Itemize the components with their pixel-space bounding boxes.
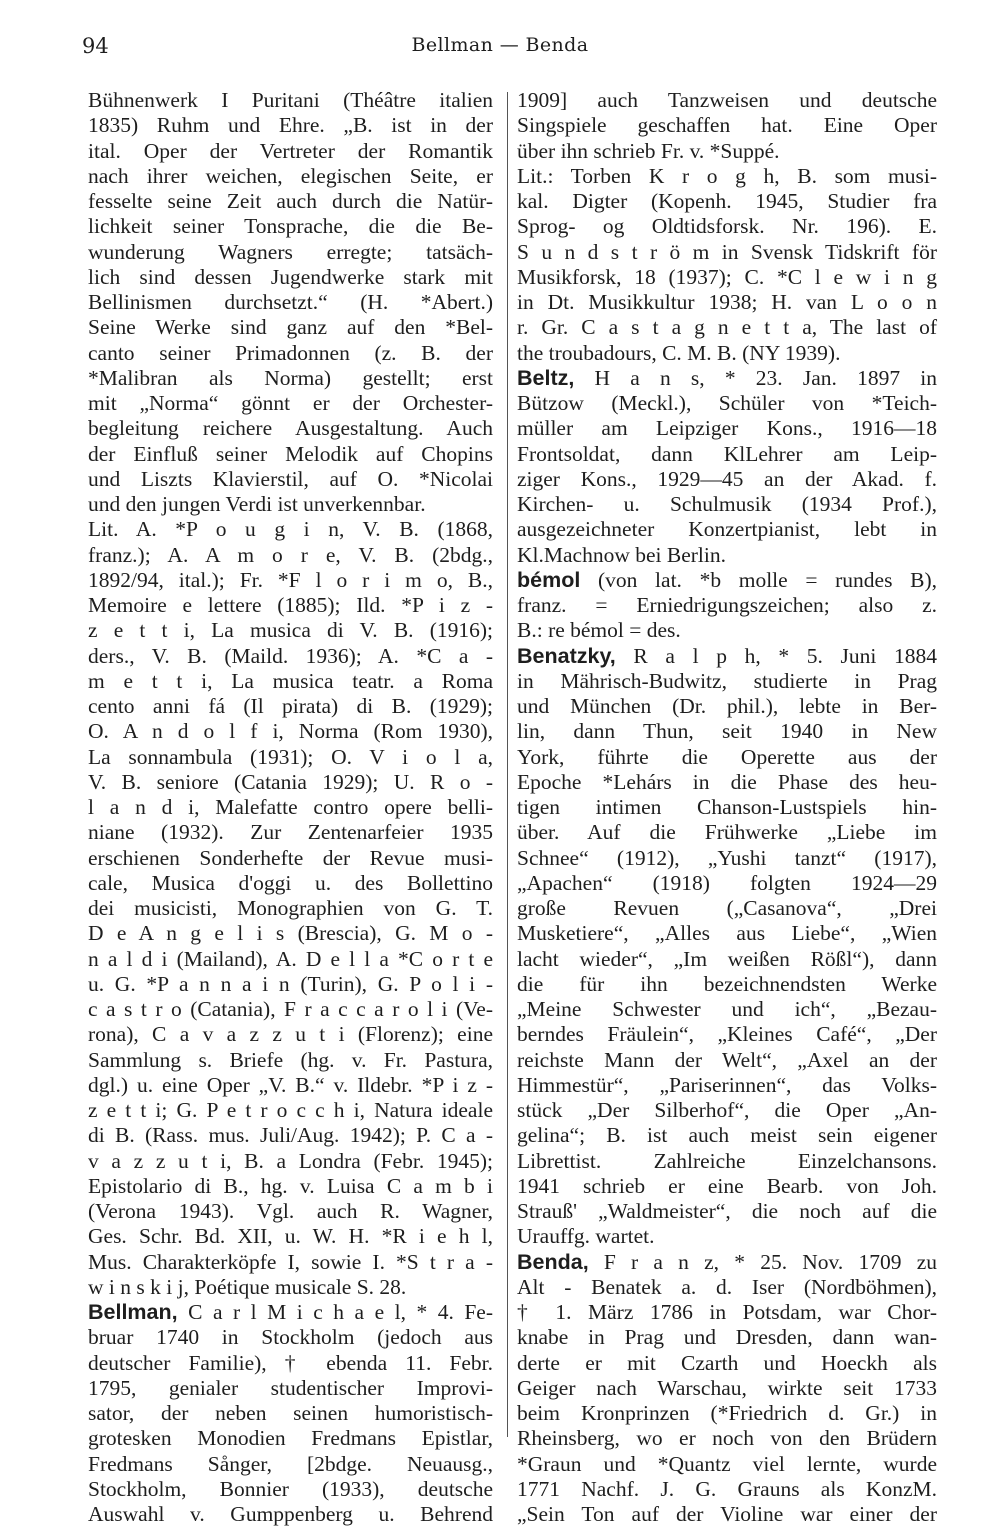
text-line: V. B. seniore (Catania 1929); U. R o - [88,769,493,794]
text-line: in Dt. Musikkultur 1938; H. van L o o n [517,290,937,314]
text-line: und München (Dr. phil.), lebte in Ber- [517,694,937,718]
text-line: grotesken Monodien Fredmans Epistlar, [88,1426,493,1451]
text-line: große Revuen („Casanova“, „Drei [517,896,937,920]
text-line: ausgezeichneter Konzertpianist, lebt in [517,517,937,542]
text-line: Strauß' „Waldmeister“, die noch auf die [517,1199,937,1223]
text-line: La sonnambula (1931); O. V i o l a, [88,744,493,769]
text-line: Bühnenwerk I Puritani (Théâtre italien [88,88,493,112]
text-line: Benda, F r a n z, * 25. Nov. 1709 zu [517,1249,937,1274]
entry-headword: Beltz, [517,365,575,390]
text-line: müller am Leipziger Kons., 1916—18 [517,416,937,441]
text-line: „Sein Ton auf der Violine war einer der [517,1502,937,1526]
text-line: stück „Der Silberhof“, die Oper „An- [517,1098,937,1122]
text-line: der Einfluß seiner Melodik auf Chopins [88,441,493,466]
text-line: tigen intimen Chanson-Lustspiels hin- [517,795,937,819]
text-line: Fredmans Sånger, [2bdge. Neuausg., [88,1451,493,1476]
text-line: n a l d i (Mailand), A. D e l l a *C o r t e [88,946,493,971]
text-line: wunderung Wagners erregte; tatsäch- [88,239,493,264]
text-line: Rheinsberg, wo er noch von den Brüdern [517,1426,937,1451]
running-title: Bellman — Benda [411,34,589,56]
text-line: knabe in Prag und Dresden, dann wan- [517,1325,937,1350]
text-line: über. Auf die Frühwerke „Liebe im [517,820,937,845]
text-line: ziger Kons., 1929—45 an der Akad. f. [517,466,937,491]
text-line: York, führte die Operette aus der [517,744,937,769]
text-line: 1941 schrieb er eine Bearb. von Joh. [517,1173,937,1198]
text-line: z e t t i, La musica di V. B. (1916); [88,618,493,643]
text-line: Memoire e lettere (1885); Ild. *P i z - [88,593,493,617]
text-line: Beltz, H a n s, * 23. Jan. 1897 in [517,365,937,390]
left-column [88,88,493,1526]
text-line: und Liszts Klavierstil, auf O. *Nicolai [88,466,493,491]
text-line: Lit.: Torben K r o g h, B. som musi- [517,163,937,188]
text-line: lacht wieder“, „Im weißen Rößl“), dann [517,946,937,971]
text-line: kal. Digter (Kopenh. 1945, Studier fra [517,189,937,213]
text-line: dei musicisti, Monographien von G. T. [88,896,493,920]
text-line: mit „Norma“ gönnt er der Orchester- [88,391,493,415]
text-line: Sammlung s. Briefe (hg. v. Fr. Pastura, [88,1047,493,1072]
text-line: berndes Fräulein“, „Kleines Café“, „Der [517,1022,937,1047]
text-line: franz. = Erniedrigungszeichen; also z. [517,593,937,617]
text-line: beim Kronprinzen (*Friedrich d. Gr.) in [517,1401,937,1425]
text-line: Epoche *Lehárs in die Phase des heu- [517,769,937,794]
entry-headword: Bellman, [88,1300,178,1324]
text-line: O. A n d o l f i, Norma (Rom 1930), [88,719,493,744]
text-line: Musikforsk, 18 (1937); C. *C l e w i n g [517,264,937,289]
text-line: Frontsoldat, dann KlLehrer am Leip- [517,441,937,466]
text-line: „Apachen“ (1918) folgten 1924—29 [517,870,937,895]
text-line: gelina“; B. ist auch meist sein eigener [517,1123,937,1148]
text-line: v a z z u t i, B. a Londra (Febr. 1945); [88,1148,493,1173]
text-line: cento anni fá (Il pirata) di B. (1929); [88,694,493,718]
text-line: B.: re bémol = des. [517,618,681,643]
text-line: *Graun und *Quantz viel lernte, wurde [517,1451,937,1476]
text-line: Geiger nach Warschau, wirkte seit 1733 [517,1375,937,1400]
text-line: Lit. A. *P o u g i n, V. B. (1868, [88,517,493,542]
text-line: derte er mit Czarth und Hoeckh als [517,1350,937,1375]
text-line: † 1. März 1786 in Potsdam, war Chor- [517,1300,937,1324]
text-line: Bützow (Meckl.), Schüler von *Teich- [517,391,937,415]
text-line: bémol (von lat. *b molle = rundes B), [517,567,937,592]
entry-headword: bémol [517,567,581,592]
text-line: D e A n g e l i s (Brescia), G. M o - [88,921,493,946]
text-line: Auswahl v. Gumppenberg u. Behrend [88,1502,493,1526]
text-line: Bellinismen durchsetzt.“ (H. *Abert.) [88,290,493,314]
text-line: Epistolario di B., hg. v. Luisa C a m b i [88,1173,493,1198]
text-line: die für ihn bezeichnendsten Werke [517,971,937,996]
text-line: bruar 1740 in Stockholm (jedoch aus [88,1325,493,1350]
text-line: u. G. *P a n n a i n (Turin), G. P o l i - [88,971,493,996]
text-line: reichste Mann der Welt“, „Axel an der [517,1047,937,1072]
text-line: Bellman, C a r l M i c h a e l, * 4. Fe- [88,1300,493,1324]
text-line: Ges. Schr. Bd. XII, u. W. H. *R i e h l, [88,1224,493,1249]
text-line: 1892/94, ital.); Fr. *F l o r i m o, B., [88,567,493,592]
text-line: ders., V. B. (Maild. 1936); A. *C a - [88,643,493,668]
text-line: S u n d s t r ö m in Svensk Tidskrift för [517,239,937,264]
text-line: Mus. Charakterköpfe I, sowie I. *S t r a - [88,1249,493,1274]
text-line: deutscher Familie), † ebenda 11. Febr. [88,1350,493,1375]
text-line: r. Gr. C a s t a g n e t t a, The last of [517,315,937,340]
text-line: 1835) Ruhm und Ehre. „B. ist in der [88,113,493,138]
text-line: l a n d i, Malefatte contro opere belli- [88,795,493,819]
text-line: (Verona 1943). Vgl. auch R. Wagner, [88,1199,493,1223]
text-line: cale, Musica d'oggi u. des Bollettino [88,870,493,895]
text-line: Librettist. Zahlreiche Einzelchansons. [517,1148,937,1173]
text-line: canto seiner Primadonnen (z. B. der [88,340,493,365]
text-line: Kirchen- u. Schulmusik (1934 Prof.), [517,492,937,516]
text-line: Alt - Benatek a. d. Iser (Nordböhmen), [517,1274,937,1299]
right-column [517,88,937,1526]
text-line: Urauffg. wartet. [517,1224,655,1249]
text-line: 1909] auch Tanzweisen und deutsche [517,88,937,112]
text-line: sator, der neben seinen humoristisch- [88,1401,493,1425]
text-line: begleitung reichere Ausgestaltung. Auch [88,416,493,441]
text-line: in Mährisch-Budwitz, studierte in Prag [517,668,937,693]
text-line: the troubadours, C. M. B. (NY 1939). [517,340,841,365]
entry-headword: Benda, [517,1249,589,1274]
text-line: Seine Werke sind ganz auf den *Bel- [88,315,493,340]
text-line: und den jungen Verdi ist unverkennbar. [88,492,426,516]
text-line: lichkeit seiner Tonsprache, die die Be- [88,214,493,239]
entry-headword: Benatzky, [517,643,616,668]
text-line: z e t t i; G. P e t r o c c h i, Natura ideale [88,1098,493,1122]
text-line: „Meine Schwester und ich“, „Bezau- [517,997,937,1021]
text-line: über ihn schrieb Fr. v. *Suppé. [517,138,780,163]
text-line: 1795, genialer studentischer Improvi- [88,1375,493,1400]
text-line: w i n s k i j, Poétique musicale S. 28. [88,1274,407,1299]
text-line: di B. (Rass. mus. Juli/Aug. 1942); P. C a - [88,1123,493,1148]
text-line: Stockholm, Bonnier (1933), deutsche [88,1476,493,1501]
text-line: *Malibran als Norma) gestellt; erst [88,365,493,390]
column-divider [507,92,508,1437]
text-line: lich sind dessen Jugendwerke stark mit [88,264,493,289]
text-line: nach ihrer weichen, elegischen Seite, er [88,163,493,188]
text-line: Singspiele geschaffen hat. Eine Oper [517,113,937,138]
text-line: dgl.) u. eine Oper „V. B.“ v. Ildebr. *P i z - [88,1072,493,1097]
page-header [0,34,1000,64]
text-line: Kl.Machnow bei Berlin. [517,542,726,567]
text-line: Musketiere“, „Alles aus Liebe“, „Wien [517,921,937,946]
text-line: c a s t r o (Catania), F r a c c a r o l i (Ve- [88,997,493,1021]
text-line: Benatzky, R a l p h, * 5. Juni 1884 [517,643,937,668]
text-line: niane (1932). Zur Zentenarfeier 1935 [88,820,493,845]
text-line: Schnee“ (1912), „Yushi tanzt“ (1917), [517,845,937,870]
text-line: m e t t i, La musica teatr. a Roma [88,668,493,693]
text-line: Himmestür“, „Pariserinnen“, das Volks- [517,1072,937,1097]
text-line: 1771 Nachf. J. G. Grauns als KonzM. [517,1476,937,1501]
text-line: Sprog- og Oldtidsforsk. Nr. 196). E. [517,214,937,239]
text-line: fesselte seine Zeit auch durch die Natür- [88,189,493,213]
text-line: erschienen Sonderhefte der Revue musi- [88,845,493,870]
text-line: rona), C a v a z z u t i (Florenz); eine [88,1022,493,1047]
text-line: franz.); A. A m o r e, V. B. (2bdg., [88,542,493,567]
text-line: lin, dann Thun, seit 1940 in New [517,719,937,744]
text-line: ital. Oper der Vertreter der Romantik [88,138,493,163]
page-number: 94 [82,34,109,58]
